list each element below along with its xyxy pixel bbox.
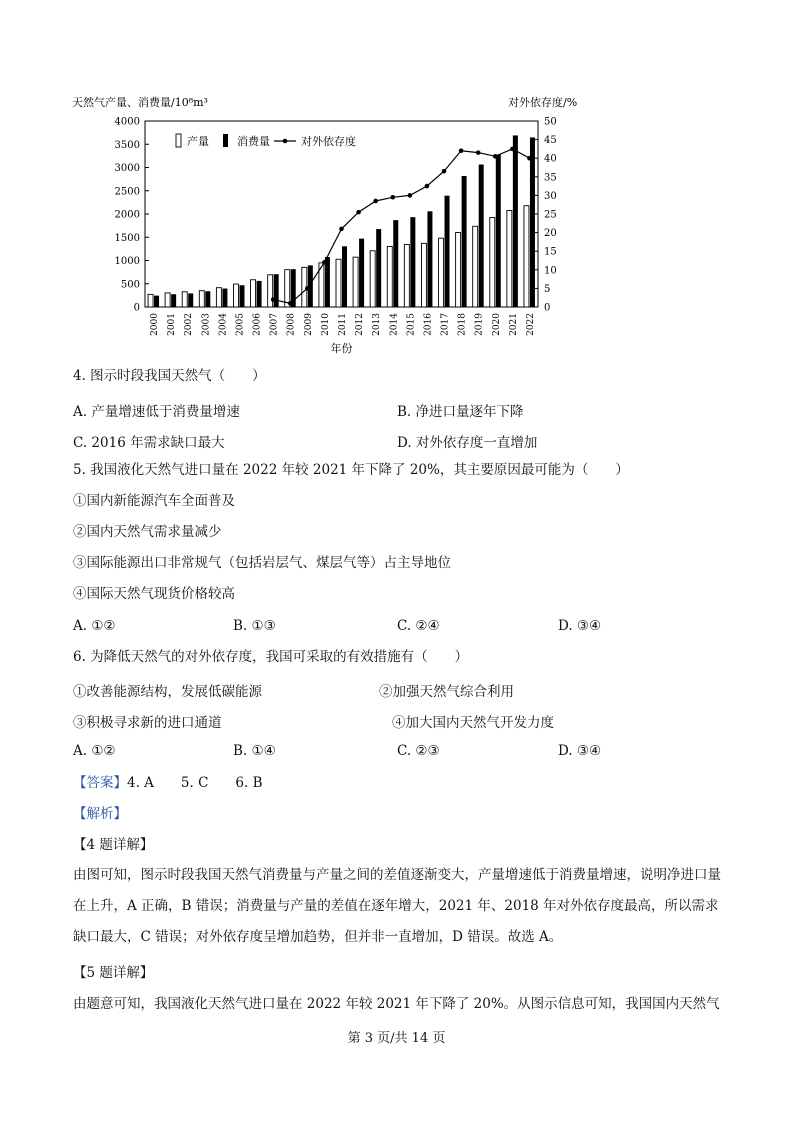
production-bar (336, 259, 341, 307)
left-tick-label: 0 (133, 302, 140, 314)
q4-option-a: A. 产量增速低于消费量增速 (73, 404, 240, 420)
dependency-point (476, 150, 481, 155)
x-tick-label: 2013 (372, 313, 383, 336)
left-tick-label: 1500 (114, 232, 140, 244)
production-bar (165, 293, 170, 307)
q5-option-c: C. ②④ (397, 618, 440, 634)
dependency-point (288, 301, 293, 306)
q6-option-d: D. ③④ (558, 743, 602, 759)
q5-statement-2: ②国内天然气需求量减少 (73, 524, 222, 540)
dependency-point (271, 297, 276, 302)
x-tick-label: 2001 (167, 313, 178, 336)
x-tick-label: 2010 (320, 313, 331, 336)
consumption-bar (257, 281, 262, 307)
q6-statement-1: ①改善能源结构，发展低碳能源 (73, 684, 262, 700)
consumption-bar (188, 293, 193, 307)
detail5-label: 【5 题详解】 (73, 965, 154, 981)
x-tick-label: 2005 (235, 313, 246, 336)
production-bar (507, 210, 512, 307)
left-tick-label: 3500 (114, 139, 140, 151)
q4-option-c: C. 2016 年需求缺口最大 (73, 435, 225, 451)
dependency-point (356, 210, 361, 215)
right-tick-label: 30 (544, 190, 557, 202)
legend-dependency-label: 对外依存度 (301, 135, 356, 148)
q6-statement-2: ②加强天然气综合利用 (379, 684, 514, 700)
consumption-bar (513, 135, 518, 307)
right-tick-label: 40 (544, 153, 557, 165)
right-tick-label: 35 (544, 172, 557, 184)
x-tick-label: 2009 (303, 313, 314, 336)
consumption-bar (342, 246, 347, 307)
gas-chart (60, 90, 600, 360)
dependency-point (510, 147, 515, 152)
dependency-point (408, 193, 413, 198)
right-tick-label: 25 (544, 209, 557, 221)
production-bar (182, 292, 187, 307)
q5-statement-3: ③国际能源出口非常规气（包括岩层气、煤层气等）占主导地位 (73, 555, 451, 571)
dependency-point (322, 260, 327, 265)
legend-consumption-label: 消费量 (237, 135, 270, 148)
consumption-bar (393, 220, 398, 307)
q6-option-c: C. ②③ (397, 743, 440, 759)
consumption-bar (530, 137, 535, 307)
q6-option-b: B. ①④ (233, 743, 276, 759)
consumption-bar (462, 176, 467, 307)
dependency-point (459, 148, 464, 153)
consumption-bar (376, 229, 381, 307)
production-bar (387, 246, 392, 307)
right-tick-label: 15 (544, 246, 557, 258)
q5-stem: 5. 我国液化天然气进口量在 2022 年较 2021 年下降了 20%，其主要原因最可能为（ ） (73, 462, 629, 478)
right-tick-label: 0 (544, 302, 551, 314)
q6-option-a: A. ①② (73, 743, 116, 759)
left-tick-label: 3000 (114, 163, 140, 174)
x-tick-label: 2019 (474, 313, 485, 336)
x-tick-label: 2018 (457, 313, 468, 336)
consumption-bar (205, 291, 210, 307)
detail4-text: 由图可知，图示时段我国天然气消费量与产量之间的差值逐渐变大，产量增速低于消费量增速，说明净进口量在上升，A 正确，B 错误；消费量与产量的差值在逐年增大，2021 年、2018 年对外依存度最高，所以需求缺口最大，C 错误；对外依存度呈增加趋势，但并非一直增加，D 错误。故选 A。 (73, 867, 721, 945)
consumption-bar (427, 211, 432, 307)
q4-stem: 4. 图示时段我国天然气（ ） (73, 368, 266, 384)
q5-option-d: D. ③④ (558, 618, 602, 634)
q5-statement-4: ④国际天然气现货价格较高 (73, 586, 235, 602)
x-tick-label: 2007 (269, 313, 280, 336)
answer-text: 4. A 5. C 6. B (127, 775, 263, 791)
x-tick-label: 2003 (201, 313, 212, 336)
production-bar (251, 280, 256, 307)
consumption-bar (410, 217, 415, 307)
q4-option-d: D. 对外依存度一直增加 (397, 435, 538, 451)
production-bar (268, 275, 273, 307)
production-bar (404, 244, 409, 307)
x-tick-label: 2012 (355, 313, 366, 336)
consumption-bar (171, 294, 176, 307)
dependency-point (493, 154, 498, 159)
x-tick-label: 2016 (423, 313, 434, 336)
production-bar (353, 257, 358, 307)
dependency-point (527, 156, 532, 161)
legend-production-label: 产量 (187, 135, 209, 148)
dependency-point (339, 227, 344, 232)
right-axis-title: 对外依存度/% (508, 96, 578, 109)
x-tick-label: 2006 (252, 313, 263, 336)
x-tick-label: 2004 (218, 313, 229, 336)
x-tick-label: 2008 (286, 313, 297, 336)
answer-line (73, 774, 263, 792)
left-tick-label: 2500 (114, 186, 140, 198)
dependency-point (425, 184, 430, 189)
right-tick-label: 10 (544, 265, 557, 277)
legend-consumption-swatch (223, 134, 228, 147)
x-tick-label: 2015 (406, 313, 417, 336)
x-tick-label: 2014 (389, 313, 400, 336)
production-bar (473, 226, 478, 307)
consumption-bar (239, 285, 244, 307)
x-tick-label: 2011 (338, 313, 348, 336)
production-bar (421, 243, 426, 307)
legend-dependency-swatch-dot (283, 139, 288, 144)
consumption-bar (222, 289, 227, 307)
consumption-bar (496, 154, 501, 307)
right-tick-label: 20 (544, 228, 557, 240)
production-bar (456, 233, 461, 307)
detail5-text: 由题意可知，我国液化天然气进口量在 2022 年较 2021 年下降了 20%。从图示信息可知，我国国内天然气 (73, 996, 720, 1012)
dependency-point (305, 286, 310, 291)
q5-statement-1: ①国内新能源汽车全面普及 (73, 493, 235, 509)
x-tick-label: 2000 (150, 313, 161, 336)
x-tick-label: 2017 (440, 313, 451, 336)
q6-statement-3: ③积极寻求新的进口通道 (73, 715, 222, 731)
production-bar (148, 294, 153, 307)
x-tick-label: 2021 (508, 313, 519, 336)
consumption-bar (154, 296, 159, 307)
consumption-bar (445, 196, 450, 307)
left-axis-title: 天然气产量、消费量/10⁸m³ (72, 96, 208, 109)
x-tick-label: 2022 (525, 313, 536, 336)
page-footer: 第 3 页/共 14 页 (347, 1031, 446, 1046)
production-bar (524, 206, 529, 307)
production-bar (370, 251, 375, 307)
analysis-label: 【解析】 (73, 806, 127, 822)
left-tick-label: 4000 (114, 116, 140, 128)
left-tick-label: 1000 (114, 256, 140, 267)
consumption-bar (479, 165, 484, 307)
consumption-bar (325, 257, 330, 307)
q4-option-b: B. 净进口量逐年下降 (397, 404, 524, 420)
x-tick-label: 2002 (184, 313, 195, 336)
q6-statement-4: ④加大国内天然气开发力度 (392, 715, 554, 731)
dependency-point (373, 199, 378, 204)
left-tick-label: 2000 (114, 209, 140, 221)
production-bar (490, 217, 495, 307)
detail4-label: 【4 题详解】 (73, 837, 154, 853)
legend-production-swatch (176, 134, 181, 147)
production-bar (439, 238, 444, 307)
dependency-point (390, 195, 395, 200)
consumption-bar (274, 274, 279, 307)
dependency-point (442, 169, 447, 174)
consumption-bar (359, 239, 364, 307)
x-tick-label: 2020 (491, 313, 502, 336)
production-bar (199, 291, 204, 307)
answer-label: 【答案】 (73, 775, 127, 791)
q5-option-b: B. ①③ (233, 618, 276, 634)
right-tick-label: 50 (544, 116, 557, 128)
right-tick-label: 45 (544, 135, 557, 147)
q5-option-a: A. ①② (73, 618, 116, 634)
x-axis-title: 年份 (330, 342, 353, 355)
right-tick-label: 5 (544, 283, 551, 295)
q6-stem: 6. 为降低天然气的对外依存度，我国可采取的有效措施有（ ） (73, 649, 469, 665)
production-bar (233, 284, 238, 307)
production-bar (216, 288, 221, 307)
left-tick-label: 500 (120, 279, 140, 291)
